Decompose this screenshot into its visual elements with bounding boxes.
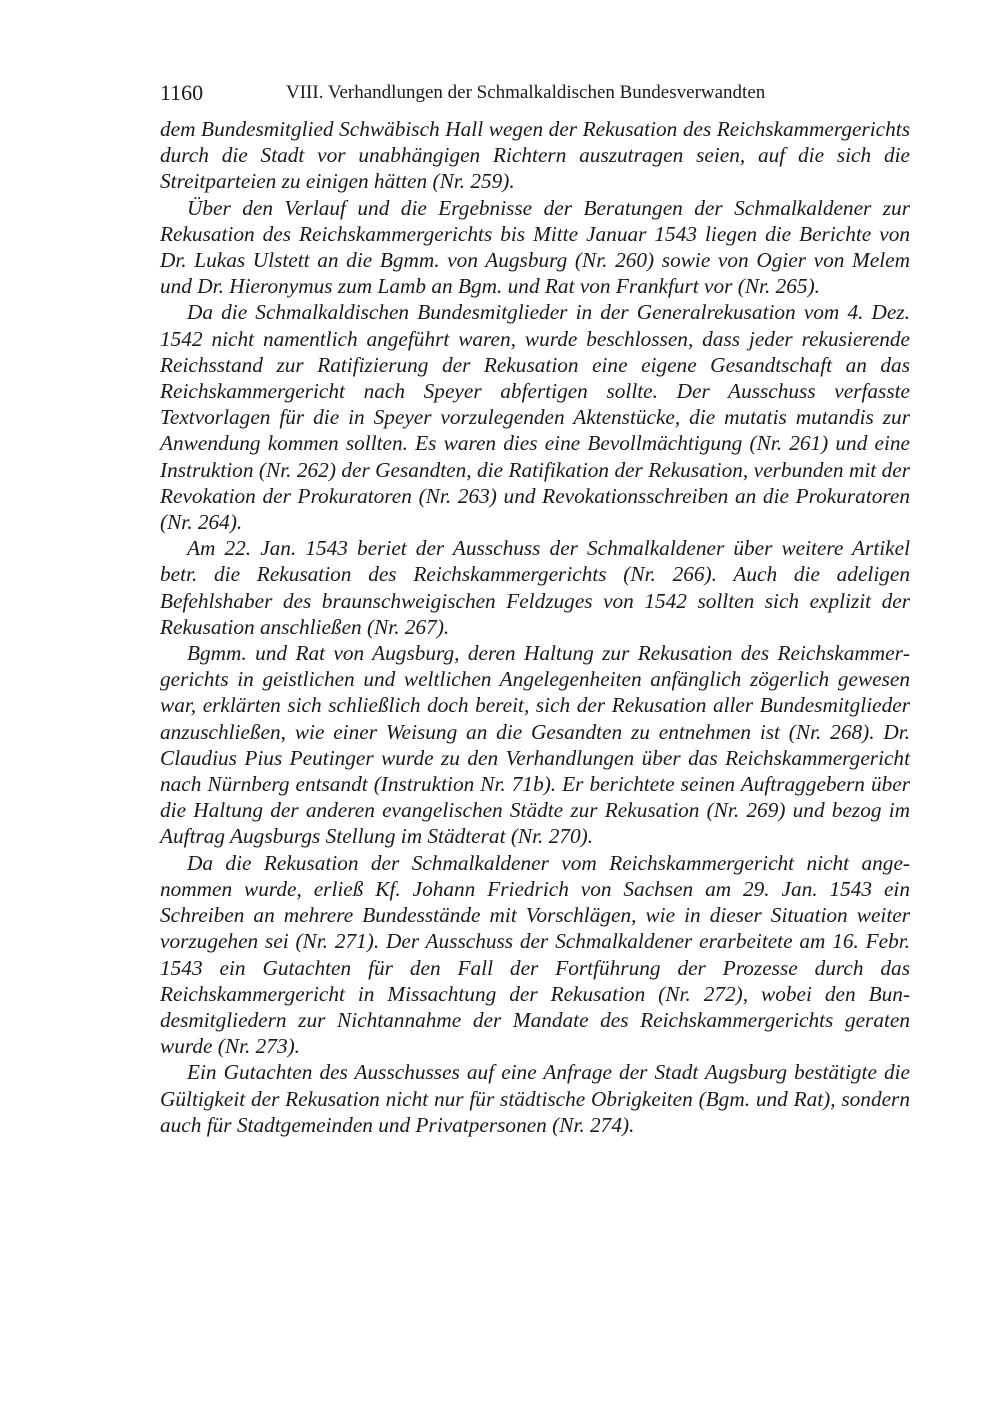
body-text xyxy=(160,116,910,1138)
running-head xyxy=(160,76,910,110)
document-page xyxy=(160,76,910,1138)
paragraph: Da die Rekusation der Schmalkaldener vom Reichskammergericht nicht angenommen wurde, erließ Kf. Johann Friedrich von Sachsen am 29. Jan. 1543 ein Schreiben an mehrere Bundesstände mit Vorschlägen, wie in dieser Situation weiter vorzugehen sei (Nr. 271). Der Ausschuss der Schmalkaldener erarbeitete am 16. Febr. 1543 ein Gutachten für den Fall der Fortführung der Prozesse durch das Reichskammergericht in Missachtung der Rekusation (Nr. 272), wobei den Bundesmitgliedern zur Nichtannahme der Mandate des Reichskammergerichts geraten wurde (Nr. 273). xyxy=(160,850,910,1059)
paragraph: Da die Schmalkaldischen Bundesmitglieder in der Generalrekusation vom 4. Dez. 1542 nicht namentlich angeführt waren, wurde beschlossen, dass jeder rekusierende Reichsstand zur Ratifizierung der Rekusation eine eigene Gesandtschaft an das Reichskammergericht nach Speyer abfertigen sollte. Der Ausschuss verfasste Textvorlagen für die in Speyer vorzulegenden Aktenstücke, die mutatis mutandis zur Anwendung kommen sollten. Es waren dies eine Bevollmächtigung (Nr. 261) und eine Instruktion (Nr. 262) der Gesandten, die Ratifikation der Rekusation, verbunden mit der Revokation der Prokuratoren (Nr. 263) und Revokationsschreiben an die Prokuratoren (Nr. 264). xyxy=(160,300,910,535)
paragraph: Am 22. Jan. 1543 beriet der Ausschuss der Schmalkaldener über weitere Artikel betr. die Rekusation des Reichskammergerichts (Nr. 266). Auch die adeligen Befehlshaber des braunschweigischen Feldzuges von 1542 sollten sich explizit der Rekusation anschließen (Nr. 267). xyxy=(160,536,910,639)
running-title: VIII. Verhandlungen der Schmalkaldischen Bundesverwandten xyxy=(286,82,766,103)
paragraph: dem Bundesmitglied Schwäbisch Hall wegen der Rekusation des Reichskammergerichts durch die Stadt vor unabhängigen Richtern auszutragen seien, auf die sich die Streitparteien zu einigen hätten (Nr. 259). xyxy=(160,117,910,194)
paragraph: Bgmm. und Rat von Augsburg, deren Haltung zur Rekusation des Reichskammergerichts in geistlichen und weltlichen Angelegenheiten anfänglich zögerlich gewesen war, erklärten sich schließlich doch bereit, sich der Rekusation aller Bundesmitglieder anzuschließen, wie einer Weisung an die Gesandten zu entnehmen ist (Nr. 268). Dr. Claudius Pius Peutinger wurde zu den Verhandlungen über das Reichskammergericht nach Nürnberg entsandt (Instruktion Nr. 71b). Er berichtete seinen Auftraggebern über die Haltung der anderen evangelischen Städte zur Rekusation (Nr. 269) und bezog im Auftrag Augsburgs Stellung im Städterat (Nr. 270). xyxy=(160,641,910,849)
paragraph: Über den Verlauf und die Ergebnisse der Beratungen der Schmalkaldener zur Rekusation des Reichskammergerichts bis Mitte Januar 1543 liegen die Berichte von Dr. Lukas Ulstett an die Bgmm. von Augsburg (Nr. 260) sowie von Ogier von Melem und Dr. Hieronymus zum Lamb an Bgm. und Rat von Frankfurt vor (Nr. 265). xyxy=(160,195,910,299)
page-number: 1160 xyxy=(160,80,204,105)
paragraph: Ein Gutachten des Ausschusses auf eine Anfrage der Stadt Augsburg bestätigte die Gültigkeit der Rekusation nicht nur für städtische Obrigkeiten (Bgm. und Rat), sondern auch für Stadtgemeinden und Privatpersonen (Nr. 274). xyxy=(160,1060,910,1137)
